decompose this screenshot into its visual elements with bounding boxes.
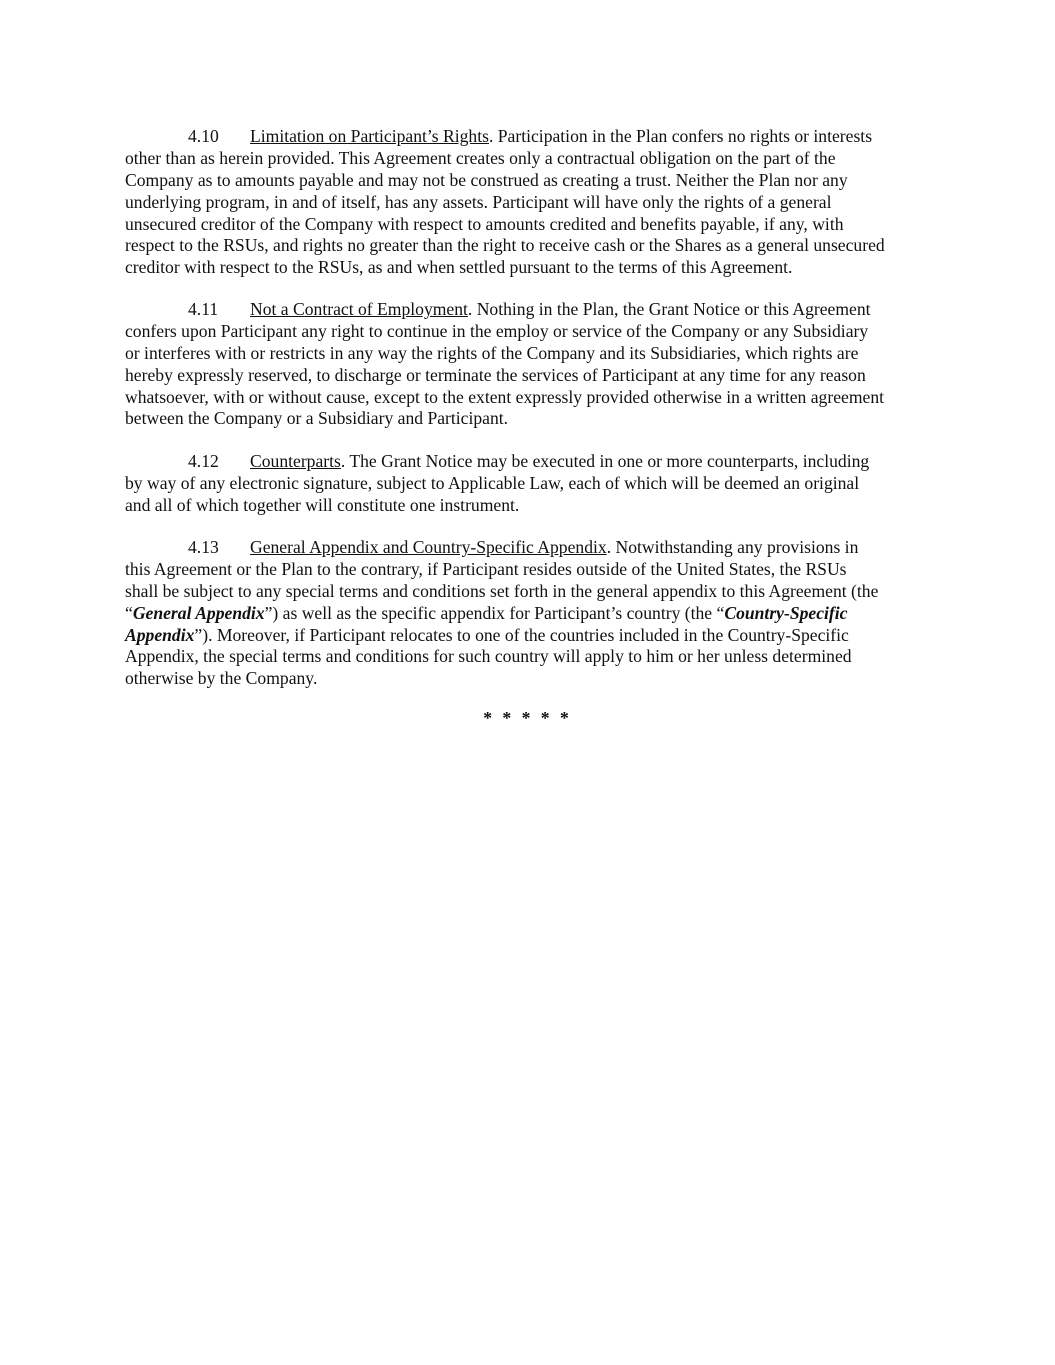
text-line: unsecured creditor of the Company with respect to amounts credited and benefits payable, if any, with [125, 213, 844, 234]
defined-term: Country-Specific [724, 602, 848, 623]
section-4-11 [125, 299, 933, 430]
section-heading: Counterparts [250, 451, 341, 471]
text-line: hereby expressly reserved, to discharge or terminate the services of Participant at any time for any reason [125, 364, 866, 385]
section-number: 4.13 [188, 537, 219, 557]
text-line: respect to the RSUs, and rights no greater than the right to receive cash or the Shares as a general unsecured [125, 235, 885, 256]
text-line: Company as to amounts payable and may not be construed as creating a trust. Neither the Plan nor any [125, 169, 848, 190]
section-number: 4.11 [188, 299, 219, 319]
section-4-12 [125, 451, 933, 517]
defined-term: Appendix [125, 624, 195, 645]
text-line: shall be subject to any special terms and conditions set forth in the general appendix to this Agreement (the [125, 580, 879, 601]
text: “ [125, 602, 133, 623]
text: ”). Moreover, if Participant relocates to one of the countries included in the Country-Specific [194, 624, 849, 645]
text-line: underlying program, in and of itself, has any assets. Participant will have only the rights of a general [125, 191, 832, 212]
section-number: 4.10 [188, 126, 219, 146]
text: . Notwithstanding any provisions in [606, 537, 859, 557]
text: . Participation in the Plan confers no rights or interests [488, 126, 873, 146]
section-4-13 [125, 537, 933, 690]
text-line: whatsoever, with or without cause, except to the extent expressly provided otherwise in a written agreement [125, 386, 885, 407]
end-mark: * * * * * [483, 708, 572, 728]
text-line: confers upon Participant any right to continue in the employ or service of the Company or any Subsidiary [125, 320, 869, 341]
section-heading: Not a Contract of Employment [250, 299, 468, 319]
text-line: by way of any electronic signature, subject to Applicable Law, each of which will be deemed an original [125, 472, 860, 493]
text: . Nothing in the Plan, the Grant Notice or this Agreement [467, 299, 871, 319]
defined-term: General Appendix [132, 602, 265, 623]
section-heading: Limitation on Participant’s Rights [250, 126, 489, 146]
text-line: Appendix, the special terms and conditions for such country will apply to him or her unless determined [125, 646, 852, 667]
section-heading: General Appendix and Country-Specific Appendix [250, 537, 607, 557]
text-line: otherwise by the Company. [125, 668, 318, 689]
text-line: and all of which together will constitute one instrument. [125, 494, 520, 515]
text: ”) as well as the specific appendix for Participant’s country (the “ [264, 602, 725, 623]
text-line: this Agreement or the Plan to the contrary, if Participant resides outside of the United States, the RSUs [125, 558, 847, 579]
section-4-10 [125, 126, 933, 279]
section-number: 4.12 [188, 451, 219, 471]
text: . The Grant Notice may be executed in one or more counterparts, including [340, 451, 870, 471]
text-line: other than as herein provided. This Agreement creates only a contractual obligation on the part of the [125, 147, 836, 168]
text-line: creditor with respect to the RSUs, as and when settled pursuant to the terms of this Agreement. [125, 257, 793, 278]
text-line: between the Company or a Subsidiary and Participant. [125, 408, 509, 429]
text-line: or interferes with or restricts in any way the rights of the Company and its Subsidiaries, which rights are [125, 342, 859, 363]
